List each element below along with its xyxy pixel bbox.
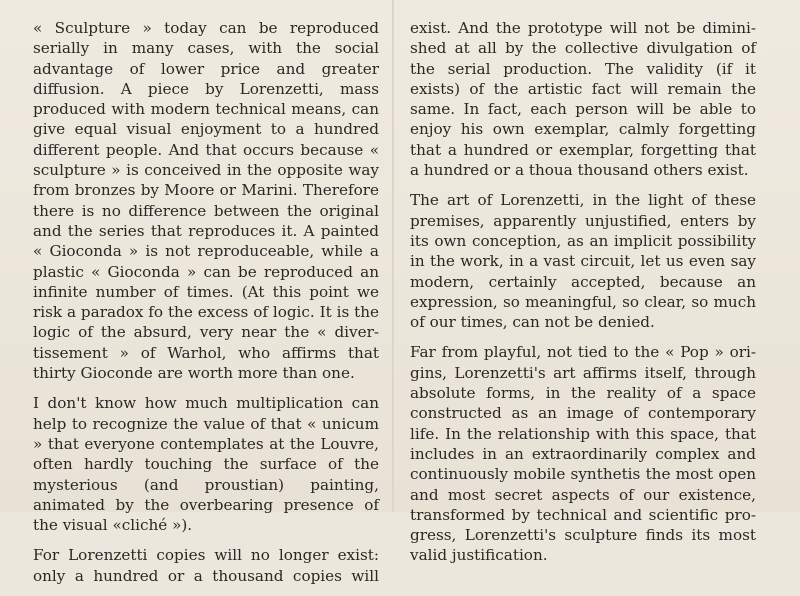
page-fold bbox=[392, 0, 394, 512]
right-text-column bbox=[410, 18, 756, 576]
paragraph: For Lorenzetti copies will no longer exist: only a hundred or a thousand copies will bbox=[33, 546, 379, 585]
paragraph: I don't know how much multiplication can help to recognize the value of that « unicum » that everyone contemplates at the Louvre, often hardly touching the surface of the mysterious (and proustian) painting, animated by the overbearing presence of the visual «cliché »). bbox=[33, 394, 379, 535]
paragraph: « Sculpture » today can be reproduced serially in many cases, with the social advantage of lower price and greater diffusion. A piece by Lorenzetti, mass produced with modern technical means, can give equal visual enjoyment to a hundred different people. And that occurs because « sculpture » is conceived in the opposite way from bronzes by Moore or Marini. Therefore there is no difference between the original and the series that reproduces it. A painted « Gioconda » is not reproduceable, while a plastic « Gioconda » can be reproduced an infinite number of times. (At this point we risk a paradox fo the excess of logic. It is the logic of the absurd, very near the « divertissement » of Warhol, who affirms that thirty Gioconde are worth more than one. bbox=[33, 19, 379, 383]
left-text-column bbox=[33, 18, 379, 596]
paragraph: The art of Lorenzetti, in the light of these premises, apparently unjustified, enters by its own conception, as an implicit possibility in the work, in a vast circuit, let us even say modern, certainly accepted, because an expression, so meaningful, so clear, so much of our times, can not be denied. bbox=[410, 191, 756, 332]
paragraph: exist. And the prototype will not be diminished at all by the collective divulgation of the serial production. The validity (if it exists) of the artistic fact will remain the same. In fact, each person will be able to enjoy his own exemplar, calmly forgetting that a hundred or exemplar, forgetting that a hundred or a thoua thousand others exist. bbox=[410, 19, 756, 180]
paragraph: Far from playful, not tied to the « Pop » origins, Lorenzetti's art affirms itself, through absolute forms, in the reality of a space constructed as an image of contemporary life. In the relationship with this space, that includes in an extraordinarily complex and continuously mobile synthetis the most open and most secret aspects of our existence, transformed by technical and scientific progress, Lorenzetti's sculpture finds its most valid justification. bbox=[410, 343, 756, 565]
